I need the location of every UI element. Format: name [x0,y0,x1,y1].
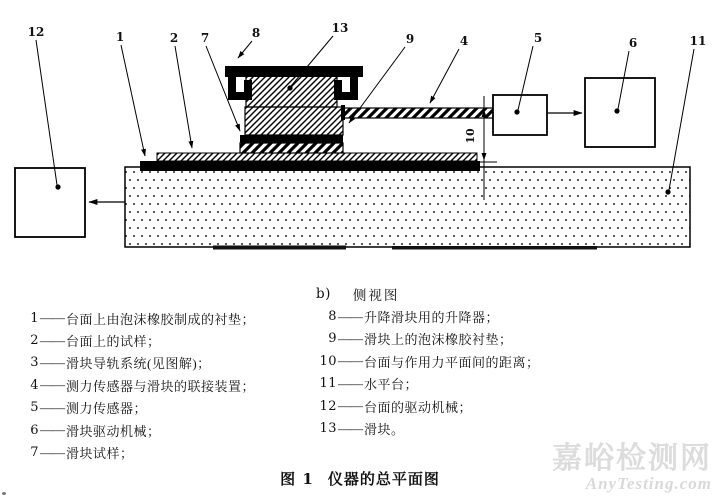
legend-num: 2 [30,333,39,349]
legend-num: 8 [328,309,337,325]
legend-item-10 [316,350,540,372]
legend-text: 升降滑块用的升降器； [364,310,500,326]
callout-label-12: 12 [27,25,45,39]
watermark-chinese: 嘉峪检测网 [552,442,712,475]
legend-num: 11 [319,376,337,392]
legend-item-11 [316,373,540,395]
table-pad-rail [140,161,480,171]
callout-label-9: 9 [405,32,415,46]
connecting-rod [343,108,493,118]
callout-label-4: 4 [459,34,469,48]
platform-edge-mark [213,246,346,250]
callout-label-11: 11 [689,34,707,48]
legend-item-7 [28,441,255,463]
legend-text: 台面与作用力平面间的距离； [364,354,540,370]
legend-dash: —— [40,354,64,370]
legend-num: 12 [319,398,337,414]
legend-item-3 [28,352,255,374]
legend-num: 13 [319,421,337,437]
legend-num: 4 [30,377,39,393]
legend-text: 滑块上的泡沫橡胶衬垫； [364,332,513,348]
legend-num: 9 [328,331,337,347]
legend-item-8 [316,305,540,327]
legend-text: 测力传感器与滑块的联接装置； [66,378,256,394]
legend-text: 水平台； [364,377,419,393]
platform-table [125,167,690,247]
legend-left-column [28,307,255,464]
legend-dash: —— [40,422,64,438]
legend-item-2 [28,329,255,351]
legend-text: 滑块。 [364,422,405,438]
legend-item-9 [316,328,540,350]
legend-dash: —— [338,330,362,346]
lifter-top-plate [225,66,363,77]
rod-attachment [341,105,345,120]
legend-text: 滑块试样； [66,446,134,462]
callout-label-2: 2 [169,31,179,45]
dimension-10-label: 10 [464,128,477,144]
legend-right-column [316,283,540,440]
legend-dash: —— [40,310,64,326]
legend-num: 7 [30,445,39,461]
side-view-prefix: b) [316,286,331,303]
legend-text: 台面的驱动机械； [364,399,473,415]
legend-item-13 [316,417,540,439]
figure-title: 仪器的总平面图 [327,472,440,488]
legend-dash: —— [40,444,64,460]
legend-text: 滑块导轨系统(见图解)； [66,356,211,372]
legend-text: 台面上由泡沫橡胶制成的衬垫； [66,311,256,327]
watermark-english: AnyTesting.com [585,474,712,493]
legend-num: 10 [319,353,337,369]
slider-drive-box [585,78,655,147]
figure-caption [0,468,720,489]
callout-label-8: 8 [251,26,261,40]
legend-text: 台面上的试样； [66,334,161,350]
legend-dash: —— [338,420,362,436]
legend-dash: —— [40,332,64,348]
callout-label-13: 13 [331,21,349,35]
callout-label-6: 6 [628,36,638,50]
legend-item-4 [28,374,255,396]
legend-num: 1 [30,310,39,326]
legend-num: 3 [30,355,39,371]
legend-dash: —— [338,375,362,391]
legend-dash: —— [40,377,64,393]
slider-block-upper [246,75,337,107]
callout-label-1: 1 [115,30,125,44]
legend-text: 测力传感器； [66,401,148,417]
legend-num: 6 [30,422,39,438]
legend-item-6 [28,419,255,441]
callout-label-7: 7 [200,31,210,45]
legend-dash: —— [338,398,362,414]
side-view-title: 侧视图 [352,288,400,304]
platform-edge-mark [392,246,597,250]
legend-num: 5 [30,400,39,416]
legend-item-5 [28,397,255,419]
slider-sample-strip [240,135,343,143]
side-view-heading [316,283,540,305]
lifter-left-hook [228,77,252,100]
scan-artifact [2,492,6,495]
lifter-right-hook [334,77,358,100]
legend-dash: —— [40,399,64,415]
slider-block-lower [245,107,343,135]
figure-number: 图 1 [280,470,314,488]
table-drive-box [15,168,85,237]
table-sample-strip [157,153,477,161]
legend-dash: —— [338,353,362,369]
legend-dash: —— [338,308,362,324]
legend-item-1 [28,307,255,329]
legend-item-12 [316,395,540,417]
callout-label-5: 5 [533,31,543,45]
legend-text: 滑块驱动机械； [66,423,161,439]
slider-foam-pad [240,143,343,153]
